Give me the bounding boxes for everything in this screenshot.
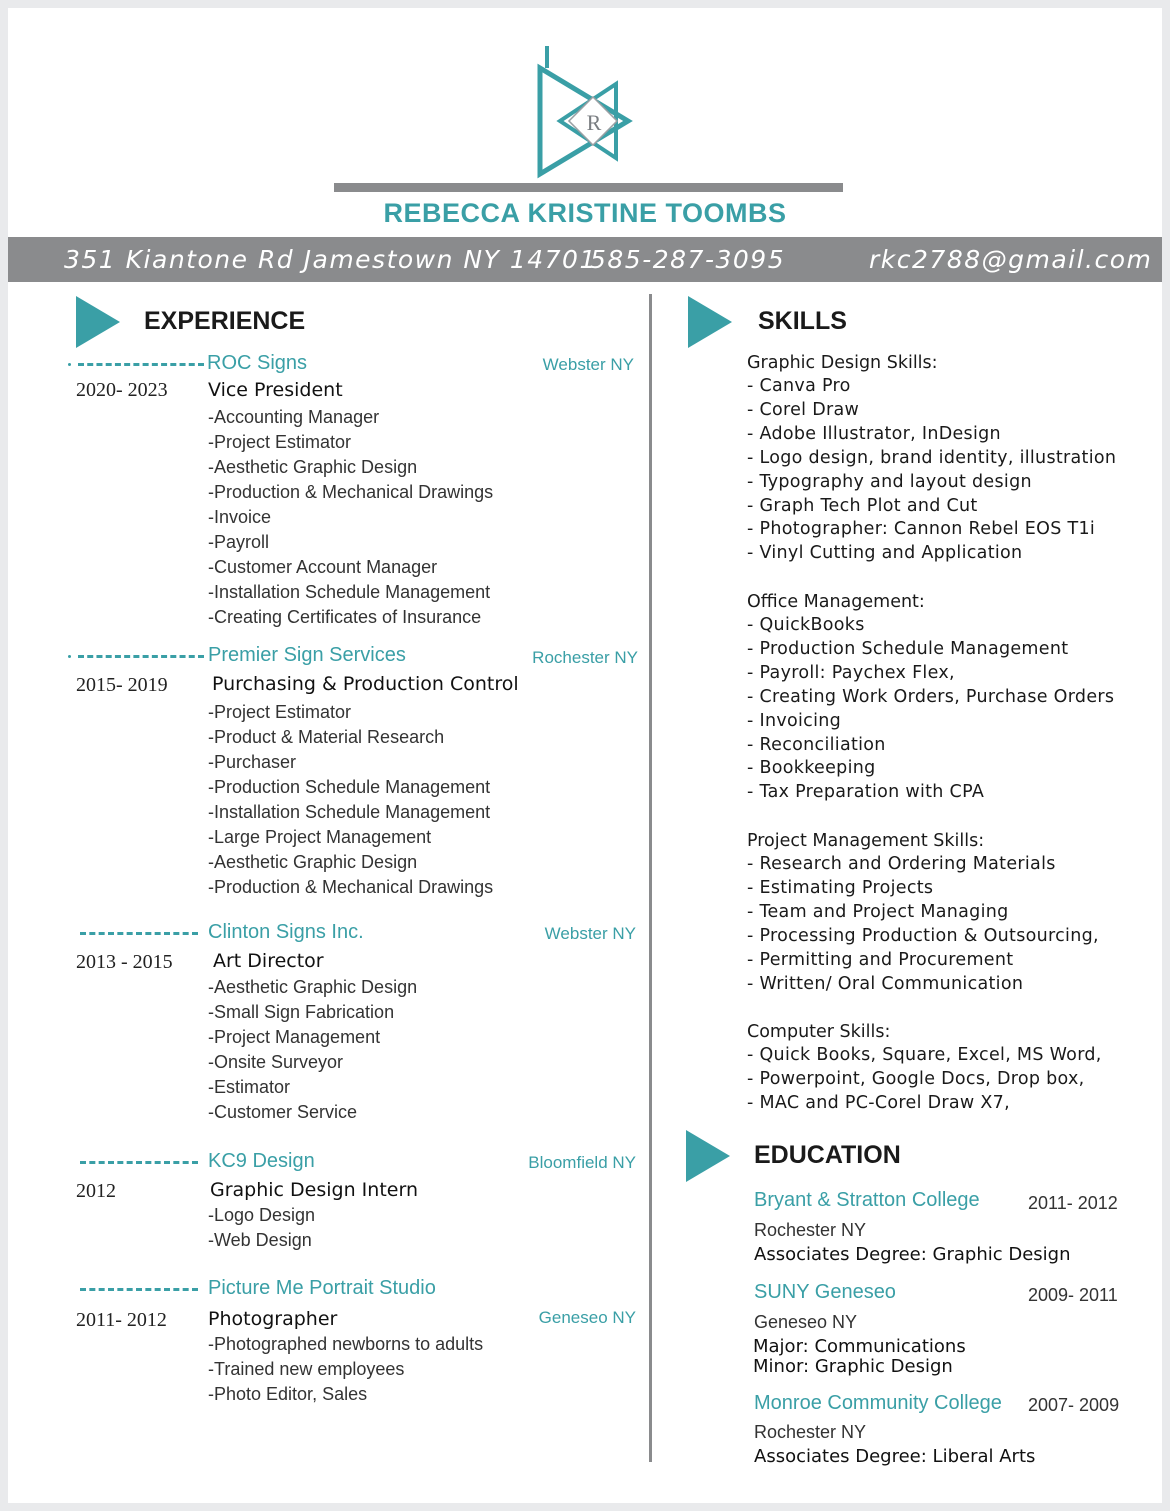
job-role: Art Director	[213, 950, 324, 972]
school-city: Rochester NY	[754, 1220, 867, 1240]
monogram-logo	[528, 46, 648, 186]
dashed-leader	[80, 932, 198, 935]
experience-heading: EXPERIENCE	[144, 307, 306, 335]
school-years: 2009- 2011	[1028, 1285, 1118, 1305]
education-triangle-icon	[686, 1130, 730, 1182]
company-name: Premier Sign Services	[208, 644, 406, 666]
experience-triangle-icon	[76, 296, 120, 348]
email-link[interactable]: rkc2788@gmail.com	[869, 245, 1153, 274]
skills-triangle-icon	[688, 296, 732, 348]
header-rule	[334, 183, 843, 192]
job-role: Photographer	[208, 1308, 338, 1330]
duty-list: -Accounting Manager -Project Estimator -Aesthetic Graphic Design -Production & Mechanical Drawings -Invoice -Payroll -Customer Account Manager -Installation Schedule Management -Creating Certificates of Insurance	[208, 407, 494, 627]
job-role: Graphic Design Intern	[210, 1179, 418, 1201]
school-city: Rochester NY	[754, 1422, 867, 1442]
job-years: 2015- 2019	[76, 674, 168, 696]
duty-list: -Project Estimator -Product & Material Research -Purchaser -Production Schedule Management -Installation Schedule Management -Large Project Management -Aesthetic Graphic Design -Production & Mechanical Drawings	[208, 702, 494, 897]
education-heading: EDUCATION	[754, 1141, 901, 1169]
dashed-leader	[78, 363, 204, 366]
school-degree: Associates Degree: Graphic Design	[754, 1244, 1071, 1265]
skill-group-project: Project Management Skills: - Research and Ordering Materials - Estimating Projects - Team and Project Managing - Processing Production & Outsourcing, - Permitting and Procurement - Written/ Oral Communication	[747, 831, 1099, 994]
school-city: Geneseo NY	[754, 1312, 858, 1332]
school-name: Monroe Community College	[754, 1392, 1002, 1414]
job-years: 2012	[76, 1180, 116, 1202]
job-years: 2011- 2012	[76, 1309, 167, 1331]
job-role: Purchasing & Production Control	[212, 673, 519, 695]
company-name: KC9 Design	[208, 1150, 315, 1172]
company-name: Clinton Signs Inc.	[208, 921, 364, 943]
duty-list: -Photographed newborns to adults -Trained new employees -Photo Editor, Sales	[208, 1334, 484, 1404]
school-name: Bryant & Stratton College	[754, 1189, 980, 1211]
school-major: Major: Communications	[753, 1336, 966, 1357]
bullet-dot	[68, 655, 71, 658]
skill-group-office: Office Management: - QuickBooks - Production Schedule Management - Payroll: Paychex Flex, - Creating Work Orders, Purchase Orders - Invoicing - Reconciliation - Bookkeeping - Tax Preparation with CPA	[747, 592, 1115, 803]
company-name: Picture Me Portrait Studio	[208, 1277, 436, 1299]
job-years: 2020- 2023	[76, 379, 168, 401]
resume-page	[8, 8, 1162, 1503]
dashed-leader	[80, 1161, 198, 1164]
dashed-leader	[80, 1288, 198, 1291]
school-name: SUNY Geneseo	[754, 1281, 896, 1303]
skills-heading: SKILLS	[758, 307, 847, 335]
company-location: Webster NY	[542, 355, 634, 374]
school-minor: Minor: Graphic Design	[753, 1356, 953, 1377]
company-name: ROC Signs	[207, 352, 308, 374]
skill-group-graphic-design: Graphic Design Skills: - Canva Pro - Corel Draw - Adobe Illustrator, InDesign - Logo design, brand identity, illustration - Typography and layout design - Graph Tech Plot and Cut - Photographer: Cannon Rebel EOS T1i - Vinyl Cutting and Application	[747, 353, 1117, 564]
contact-bar	[8, 237, 1162, 282]
school-degree: Associates Degree: Liberal Arts	[754, 1446, 1036, 1467]
company-location: Geneseo NY	[538, 1308, 636, 1327]
svg-text:R: R	[586, 110, 602, 135]
duty-list: -Aesthetic Graphic Design -Small Sign Fabrication -Project Management -Onsite Surveyor -Estimator -Customer Service	[208, 977, 418, 1122]
school-years: 2011- 2012	[1028, 1193, 1118, 1213]
school-years: 2007- 2009	[1028, 1395, 1120, 1415]
skill-group-computer: Computer Skills: - Quick Books, Square, Excel, MS Word, - Powerpoint, Google Docs, Drop box, - MAC and PC-Corel Draw X7,	[747, 1022, 1102, 1113]
dashed-leader	[78, 655, 204, 658]
phone-text[interactable]: 585-287-3095	[590, 245, 786, 274]
company-location: Rochester NY	[532, 648, 638, 667]
duty-list: -Logo Design -Web Design	[208, 1205, 316, 1250]
job-role: Vice President	[208, 379, 343, 401]
address-text: 351 Kiantone Rd Jamestown NY 14701	[64, 245, 597, 274]
company-location: Bloomfield NY	[528, 1153, 636, 1172]
column-divider	[649, 294, 652, 1462]
candidate-name: REBECCA KRISTINE TOOMBS	[383, 198, 787, 228]
company-location: Webster NY	[544, 924, 636, 943]
bullet-dot	[68, 363, 71, 366]
job-years: 2013 - 2015	[76, 951, 173, 973]
